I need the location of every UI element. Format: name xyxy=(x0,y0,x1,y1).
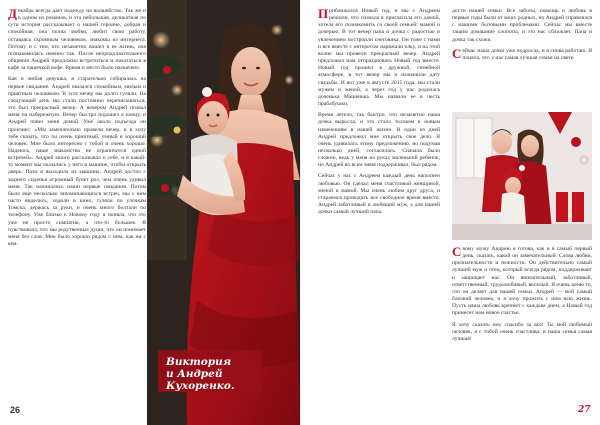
dropcap-s-1: С xyxy=(452,45,462,61)
caption-line-1: Виктория xyxy=(166,356,232,368)
right-text-column-1 xyxy=(318,8,440,418)
right-col3-paragraph-2: Я хочу сказать ему спасибо за все! Ты мой любимый человек, я с тобой очень счастлива, и наша семья самая лучшая! xyxy=(452,321,592,342)
family-photo-illustration xyxy=(452,112,592,240)
page-number-right: 27 xyxy=(578,405,591,415)
left-paragraph-1: Декабрь всегда дает надежду на волшебство. Так же и в одном из романов, и эта небольшая, деликатная по сути история рассказывает о нашей героине, добрая и спокойная, она полна любви, любит свою работу, оставаясь скромным человеком, знакомы из интернета. Потому и с тем, кто незаметно вошел в ее жизнь, она познакомилась именно так. После непродолжительного общения Андрей предложил встретиться и покататься в кафе за чашечкой кофе. Время и место было назначено. xyxy=(8,8,146,72)
right-text-column-3 xyxy=(452,246,592,406)
right-col2-paragraph-2: Сейчас наша дочка уже подросла, и я снова работаю. Я поняла, что у нас самая лучшая семья на свете. xyxy=(452,45,592,61)
dropcap-d: Д xyxy=(8,8,17,21)
photo-caption xyxy=(158,350,262,392)
right-paragraph-3: Сейчас у нас с Андреем каждый день наполнен любовью. Он сделал меня счастливой женщиной, женой и мамой. Мы очень любим друг друга, и стараемся проводить все свободное время вместе. Андрей заботливый и любящий муж, а для нашей дочки самый лучший папа. xyxy=(318,173,440,216)
caption-line-2: и Андрей xyxy=(166,368,223,380)
right-paragraph-2: Время летело, так быстро, что незаметно наша дочка выросла, и это стало толчком к новым изменениям в нашей жизни. В один из дней Андрей предложил мне открыть свое дело. Я очень удивилась этому предложению, но подумав несколько дней, согласилась. Сначала было сложно, ведь у меня на руках маленький ребенок, но Андрей во всем меня поддерживал, был рядом. xyxy=(318,112,440,169)
dropcap-p: П xyxy=(318,8,329,21)
dropcap-s-2: С xyxy=(452,246,462,259)
family-photo xyxy=(452,112,592,240)
left-text-column xyxy=(8,8,146,393)
page-number-left: 26 xyxy=(10,405,21,415)
caption-line-3: Кухоренко. xyxy=(166,380,235,392)
left-paragraph-2: Как и любая девушка, я старательно собиралась на первое свидание. Андрей оказался спокойным, милым и приятным человеком. В этот вечер мы долго гуляли. На следующий день мы стали постоянно переписываться, это был прекрасный вечер. А вечером Андрей позвал меня на набережную. Вечер быстро подошел к концу, и Андрей повез меня домой. Уже около подъезда он произнес: «Мы замечательно провели вечер, и я хочу тебе сказать, что ты очень приятный, умный и хороший человек. Мне было интересно с тобой и очень хорошо. Надеюсь, наше знакомство не ограничится одной встречей». Андрей много рассказывал о себе, и в какой-то момент мы оказались у него в машине, чтобы открыть дверь. Пока я выходила из машины, Андрей достал с заднего сиденья огромный букет роз, чем очень удивил меня. Так начинались наши первые свидания. Потом было еще несколько запоминающихся встреч, мы с ним часто виделись, ходили в кино, гуляли по улочкам Томска, держась за руки, и очень много болтали по телефону. Уже близко к Новому году я поняла, что это уже не просто симпатия, а что-то большее. Я чувствовала, что мы родственные души, что он понимает меня без слов. Мне было хорошо рядом с ним, как ни с кем. xyxy=(8,76,146,247)
right-paragraph-1: Приближался Новый год, и мы с Андреем решили, что сначала я пригласила его домой, хотела его познакомить со своей семьей: мамой и дочерью. В тот вечер папа и дочка с радостью и увлечением построили снеговика. Он тоже с нами и все вместе с интересом наряжали елку, и на этой волне мы провели прекрасный вечер. Андрей предложил нам отпраздновать Новый год вместе. Новый год прошел в дружной, семейной атмосфере, в тот вечер мы и назначили дату свадьбы. И вот уже в августе 2015 года, мы стали мужем и женой, а через год у нас родилась доченька Машенька. Мы назвали ее в честь прабабушки. xyxy=(318,8,440,108)
right-text-column-2 xyxy=(452,8,592,98)
right-col3-paragraph-1: Свому мужу Андрею я готова, как и в самый первый день, сказать, какой он замечательный. Слова любви, признательности и нежности. Он действительно самый лучший муж и отец, который всегда рядом, поддерживает и защищает нас. Он внимательный, заботливый, ответственный, трудолюбивый, веселый. Я очень ценю то, что он делает для нашей семьи. Андрей — мой самый близкий человек, и я хочу прожить с ним всю жизнь. Пусть наша любовь крепнет с каждым днем, а Новый год принесет нам новое счастье. xyxy=(452,246,592,317)
page-gutter xyxy=(299,0,301,425)
right-col2-paragraph-1: дости нашей семьи. Все заботы, помощь и любовь в первые годы были от моих родных, но Андрей справлялся с нашими бытовыми проблемами. Сейчас мы вместе тащим домашние хлопоты, и это нас сближает. Папа и дочка так схожи. xyxy=(452,8,592,43)
